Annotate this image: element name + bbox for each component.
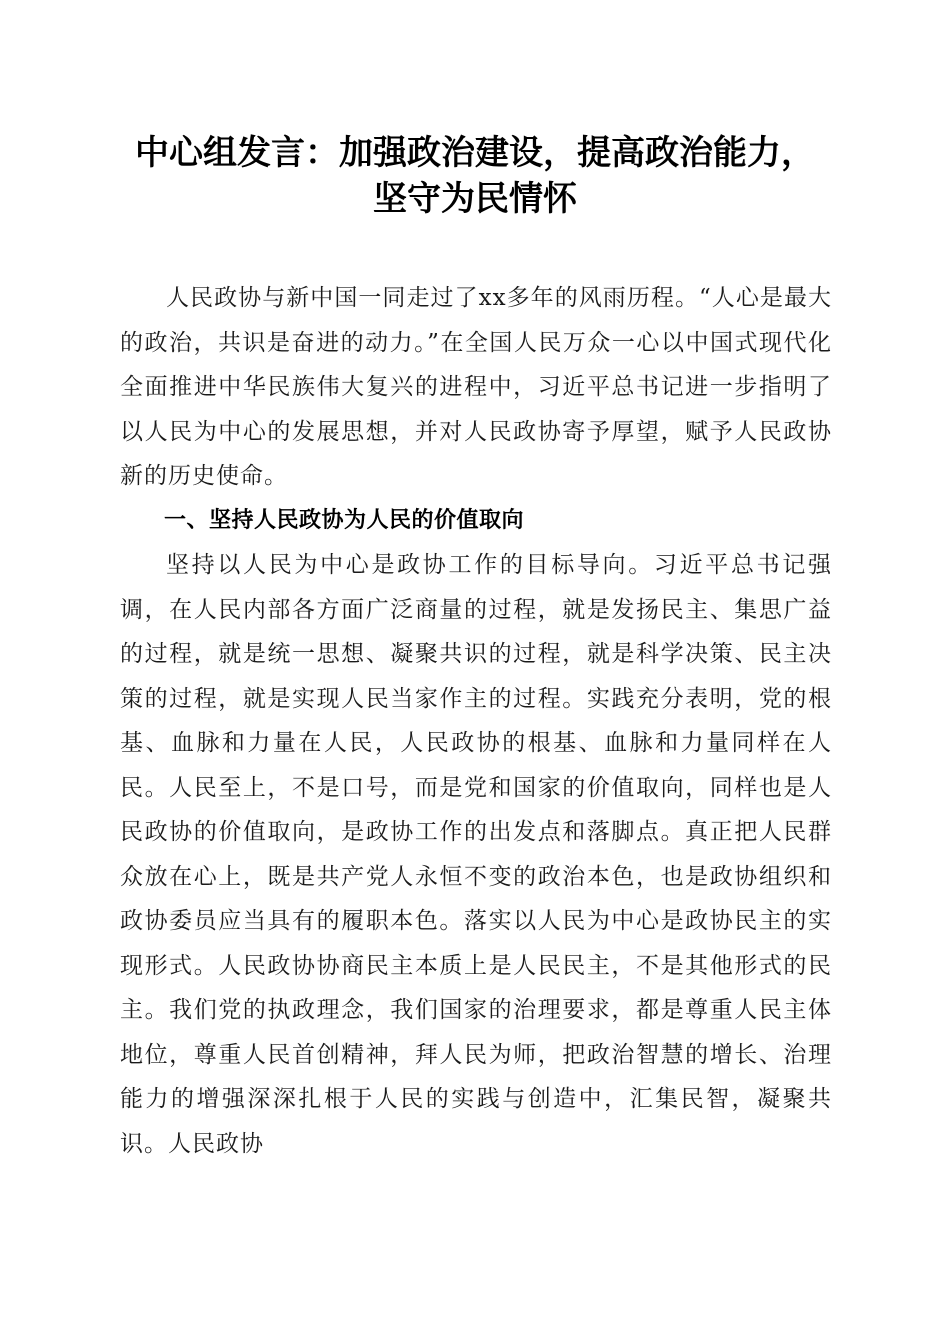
document-title (90, 130, 860, 222)
paragraph-section-1: 坚持以人民为中心是政协工作的目标导向。习近平总书记强调，在人民内部各方面广泛商量的过程，就是发扬民主、集思广益的过程，就是统一思想、凝聚共识的过程，就是科学决策、民主决策的过程，就是实现人民当家作主的过程。实践充分表明，党的根基、血脉和力量在人民，人民政协的根基、血脉和力量同样在人民。人民至上，不是口号，而是党和国家的价值取向，同样也是人民政协的价值取向，是政协工作的出发点和落脚点。真正把人民群众放在心上，既是共产党人永恒不变的政治本色，也是政协组织和政协委员应当具有的履职本色。落实以人民为中心是政协民主的实现形式。人民政协协商民主本质上是人民民主，不是其他形式的民主。我们党的执政理念，我们国家的治理要求，都是尊重人民主体地位，尊重人民首创精神，拜人民为师，把政治智慧的增长、治理能力的增强深深扎根于人民的实践与创造中，汇集民智，凝聚共识。人民政协 (120, 552, 832, 1157)
title-line-2: 坚守为民情怀 (373, 179, 577, 219)
paragraph-intro: 人民政协与新中国一同走过了xx多年的风雨历程。“人心是最大的政治，共识是奋进的动力。”在全国人民万众一心以中国式现代化全面推进中华民族伟大复兴的进程中，习近平总书记进一步指明了以人民为中心的发展思想，并对人民政协寄予厚望，赋予人民政协新的历史使命。 (120, 285, 832, 489)
title-line-1: 中心组发言：加强政治建设，提高政治能力， (135, 133, 815, 173)
document-body (120, 276, 832, 1166)
section-heading-1: 一、坚持人民政协为人民的价值取向 (164, 507, 525, 533)
